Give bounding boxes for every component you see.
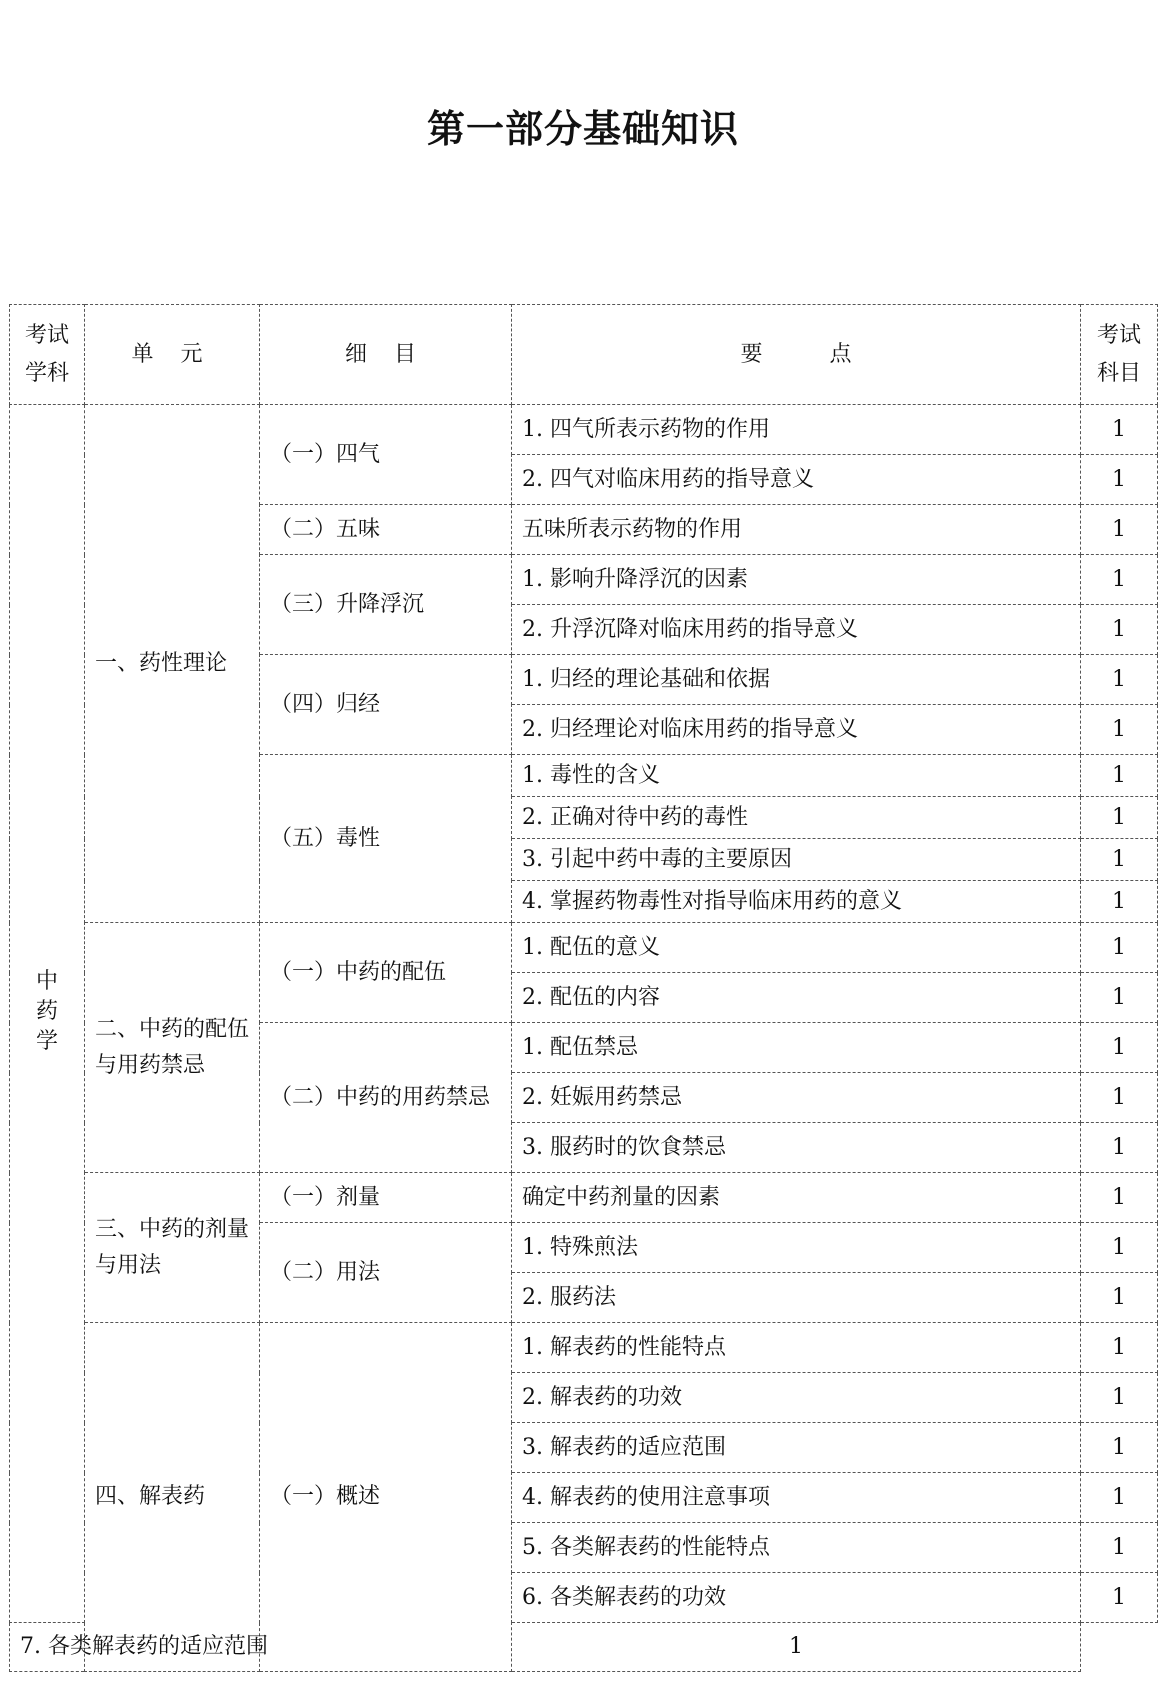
exam-cell: 1: [1081, 973, 1158, 1023]
exam-cell: 1: [512, 1623, 1081, 1672]
table-row: [10, 405, 1158, 455]
point-cell: 2. 四气对临床用药的指导意义: [512, 455, 1081, 505]
unit-cell: 四、解表药: [85, 1323, 260, 1672]
exam-cell: 1: [1081, 1423, 1158, 1473]
point-cell: 1. 影响升降浮沉的因素: [512, 555, 1081, 605]
exam-cell: 1: [1081, 1473, 1158, 1523]
item-cell: （三）升降浮沉: [260, 555, 512, 655]
point-cell: 2. 归经理论对临床用药的指导意义: [512, 705, 1081, 755]
exam-cell: 1: [1081, 705, 1158, 755]
point-cell: 1. 归经的理论基础和依据: [512, 655, 1081, 705]
point-cell: 2. 配伍的内容: [512, 973, 1081, 1023]
item-cell: （五）毒性: [260, 755, 512, 923]
unit-cell: 三、中药的剂量与用法: [85, 1173, 260, 1323]
point-cell: 4. 掌握药物毒性对指导临床用药的意义: [512, 881, 1081, 923]
exam-cell: 1: [1081, 755, 1158, 797]
point-cell: 6. 各类解表药的功效: [512, 1573, 1081, 1623]
exam-cell: 1: [1081, 1023, 1158, 1073]
point-cell: 1. 四气所表示药物的作用: [512, 405, 1081, 455]
point-cell: 1. 配伍的意义: [512, 923, 1081, 973]
point-cell: 4. 解表药的使用注意事项: [512, 1473, 1081, 1523]
point-cell: 2. 服药法: [512, 1273, 1081, 1323]
exam-cell: 1: [1081, 1523, 1158, 1573]
header-unit: 单 元: [85, 305, 260, 405]
exam-cell: 1: [1081, 1223, 1158, 1273]
point-cell: 1. 特殊煎法: [512, 1223, 1081, 1273]
exam-cell: 1: [1081, 1323, 1158, 1373]
point-cell: 5. 各类解表药的性能特点: [512, 1523, 1081, 1573]
header-item: 细 目: [260, 305, 512, 405]
exam-cell: 1: [1081, 505, 1158, 555]
exam-cell: 1: [1081, 405, 1158, 455]
table-row: [10, 1173, 1158, 1223]
exam-cell: 1: [1081, 1573, 1158, 1623]
syllabus-table: [9, 304, 1158, 1672]
exam-cell: 1: [1081, 923, 1158, 973]
point-cell: 五味所表示药物的作用: [512, 505, 1081, 555]
exam-cell: 1: [1081, 605, 1158, 655]
point-cell: 2. 正确对待中药的毒性: [512, 797, 1081, 839]
exam-cell: 1: [1081, 655, 1158, 705]
item-cell: （一）剂量: [260, 1173, 512, 1223]
exam-cell: 1: [1081, 1123, 1158, 1173]
point-cell: 3. 引起中药中毒的主要原因: [512, 839, 1081, 881]
point-cell: 2. 升浮沉降对临床用药的指导意义: [512, 605, 1081, 655]
point-cell: 2. 解表药的功效: [512, 1373, 1081, 1423]
exam-cell: 1: [1081, 797, 1158, 839]
table-header-row: [10, 305, 1158, 405]
item-cell: （二）五味: [260, 505, 512, 555]
exam-cell: 1: [1081, 1073, 1158, 1123]
point-cell: 确定中药剂量的因素: [512, 1173, 1081, 1223]
point-cell: 3. 解表药的适应范围: [512, 1423, 1081, 1473]
point-cell: 3. 服药时的饮食禁忌: [512, 1123, 1081, 1173]
item-cell: （二）用法: [260, 1223, 512, 1323]
header-subject: 考试学科: [10, 305, 85, 405]
item-cell: （四）归经: [260, 655, 512, 755]
unit-cell: 二、中药的配伍与用药禁忌: [85, 923, 260, 1173]
item-cell: （一）四气: [260, 405, 512, 505]
exam-cell: 1: [1081, 555, 1158, 605]
table-row: [10, 923, 1158, 973]
point-cell: 1. 配伍禁忌: [512, 1023, 1081, 1073]
exam-cell: 1: [1081, 455, 1158, 505]
point-cell: 2. 妊娠用药禁忌: [512, 1073, 1081, 1123]
header-exam: 考试科目: [1081, 305, 1158, 405]
point-cell: 1. 解表药的性能特点: [512, 1323, 1081, 1373]
subject-cell: 中药学: [10, 405, 85, 1623]
exam-cell: 1: [1081, 881, 1158, 923]
point-cell: 7. 各类解表药的适应范围: [10, 1623, 85, 1672]
exam-cell: 1: [1081, 839, 1158, 881]
point-cell: 1. 毒性的含义: [512, 755, 1081, 797]
header-points: 要 点: [512, 305, 1081, 405]
exam-cell: 1: [1081, 1173, 1158, 1223]
item-cell: （一）中药的配伍: [260, 923, 512, 1023]
page-title: 第一部分基础知识: [426, 107, 739, 151]
exam-cell: 1: [1081, 1373, 1158, 1423]
exam-cell: 1: [1081, 1273, 1158, 1323]
item-cell: （一）概述: [260, 1323, 512, 1672]
item-cell: （二）中药的用药禁忌: [260, 1023, 512, 1173]
table-row: [10, 1323, 1158, 1373]
unit-cell: 一、药性理论: [85, 405, 260, 923]
